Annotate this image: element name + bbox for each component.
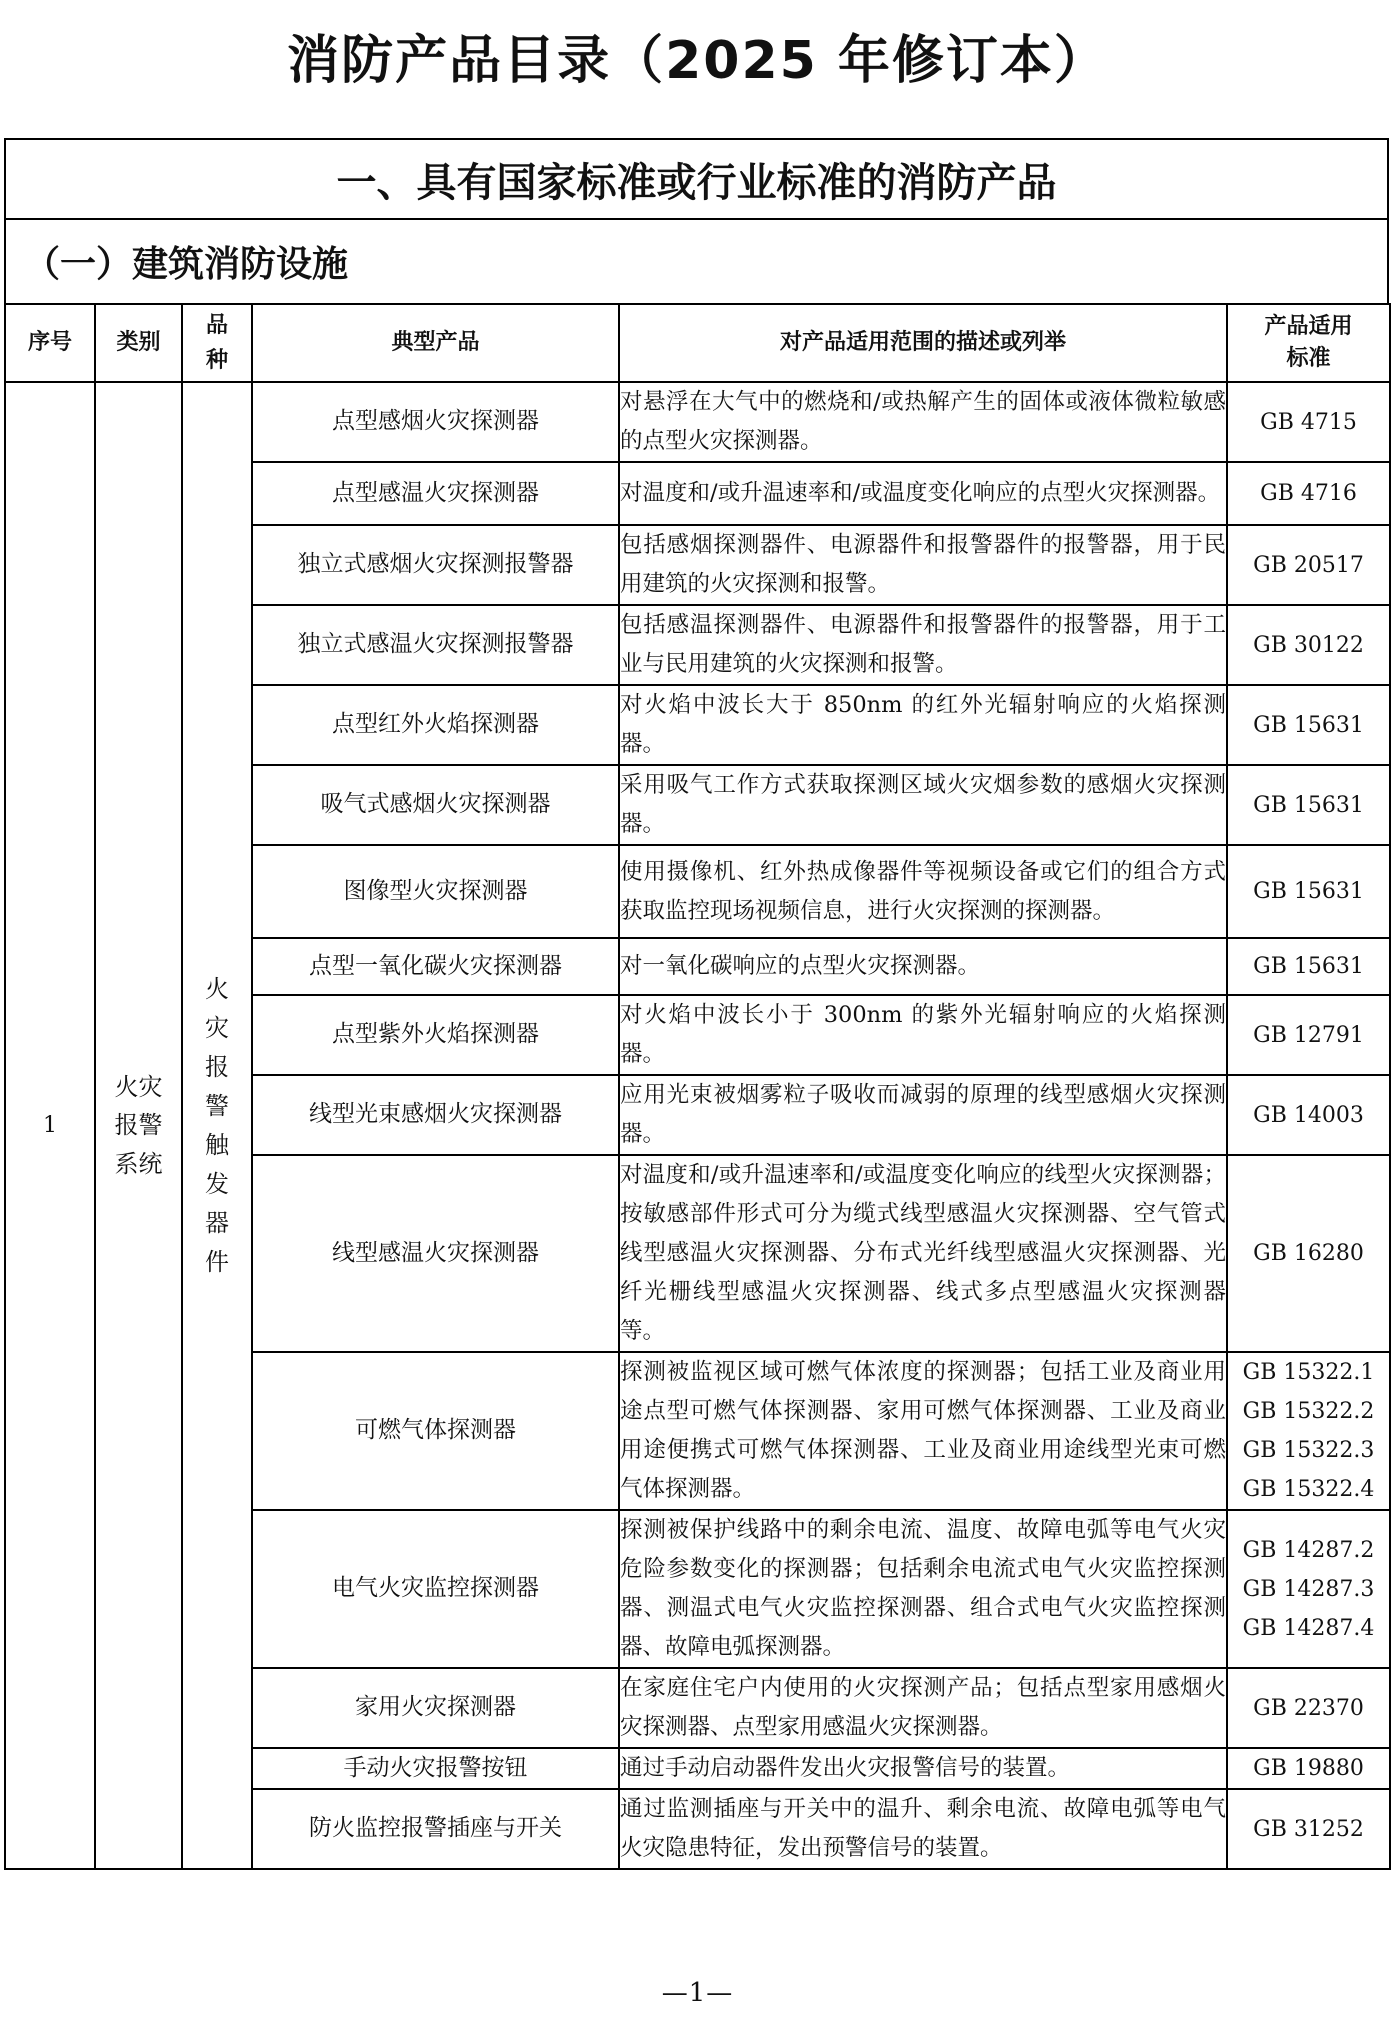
header-standard <box>1227 304 1390 382</box>
product-standard-cell <box>1227 1789 1390 1869</box>
standard-code: GB 15631 <box>1253 712 1364 738</box>
standard-code: GB 4716 <box>1260 481 1357 506</box>
standard-code: GB 12791 <box>1253 1022 1364 1048</box>
table-header-row <box>5 304 1390 382</box>
product-name-cell: 线型感温火灾探测器 <box>252 1155 619 1352</box>
product-name-cell: 点型感烟火灾探测器 <box>252 382 619 462</box>
product-name-cell: 点型红外火焰探测器 <box>252 685 619 765</box>
product-scope-cell: 使用摄像机、红外热成像器件等视频设备或它们的组合方式获取监控现场视频信息，进行火灾探测的探测器。 <box>619 845 1227 938</box>
product-name-cell: 吸气式感烟火灾探测器 <box>252 765 619 845</box>
product-name-cell: 独立式感温火灾探测报警器 <box>252 605 619 685</box>
table-body <box>5 382 1390 1869</box>
product-scope-cell: 包括感烟探测器件、电源器件和报警器件的报警器，用于民用建筑的火灾探测和报警。 <box>619 525 1227 605</box>
product-scope-cell: 对火焰中波长大于 850nm 的红外光辐射响应的火焰探测器。 <box>619 685 1227 765</box>
product-standard-cell <box>1227 525 1390 605</box>
standard-code: GB 14287.2 <box>1242 1537 1375 1563</box>
product-standard-cell <box>1227 1748 1390 1789</box>
product-name-cell: 手动火灾报警按钮 <box>252 1748 619 1789</box>
header-scope: 对产品适用范围的描述或列举 <box>619 304 1227 382</box>
standard-code: GB 16280 <box>1253 1241 1364 1266</box>
product-name-cell: 线型光束感烟火灾探测器 <box>252 1075 619 1155</box>
product-standard-cell <box>1227 1352 1390 1510</box>
product-name-cell: 防火监控报警插座与开关 <box>252 1789 619 1869</box>
product-standard-cell <box>1227 1668 1390 1748</box>
group-variety-text: 火灾报警触发器件 <box>205 974 229 1276</box>
product-standard-cell <box>1227 938 1390 995</box>
header-variety <box>182 304 252 382</box>
header-variety-text: 品种 <box>205 312 228 373</box>
product-scope-cell: 对温度和/或升温速率和/或温度变化响应的点型火灾探测器。 <box>619 462 1227 525</box>
standard-code: GB 20517 <box>1253 552 1364 578</box>
standard-code: GB 30122 <box>1253 632 1364 658</box>
product-standard-cell <box>1227 995 1390 1075</box>
standard-code: GB 14287.3 <box>1242 1576 1375 1602</box>
group-category-text: 火灾报警系统 <box>114 1072 163 1178</box>
header-standard-text: 产品适用标准 <box>1264 314 1353 371</box>
group-category-cell <box>95 382 182 1869</box>
standard-code: GB 15631 <box>1253 954 1364 979</box>
header-category: 类别 <box>95 304 182 382</box>
standard-code: GB 14003 <box>1253 1102 1364 1128</box>
product-catalog-table <box>4 303 1391 1870</box>
header-seq: 序号 <box>5 304 95 382</box>
standard-code: GB 14287.4 <box>1242 1615 1375 1641</box>
standard-code: GB 15322.4 <box>1242 1477 1375 1502</box>
product-scope-cell: 探测被保护线路中的剩余电流、温度、故障电弧等电气火灾危险参数变化的探测器；包括剩余电流式电气火灾监控探测器、测温式电气火灾监控探测器、组合式电气火灾监控探测器、故障电弧探测器。 <box>619 1510 1227 1668</box>
subsection-title: （一）建筑消防设施 <box>4 218 1389 303</box>
product-scope-cell: 应用光束被烟雾粒子吸收而减弱的原理的线型感烟火灾探测器。 <box>619 1075 1227 1155</box>
standard-code: GB 15322.3 <box>1242 1438 1375 1463</box>
product-scope-cell: 对悬浮在大气中的燃烧和/或热解产生的固体或液体微粒敏感的点型火灾探测器。 <box>619 382 1227 462</box>
standard-code: GB 15322.2 <box>1242 1399 1375 1424</box>
table-row <box>5 382 1390 462</box>
product-scope-cell: 在家庭住宅户内使用的火灾探测产品；包括点型家用感烟火灾探测器、点型家用感温火灾探测器。 <box>619 1668 1227 1748</box>
standard-code: GB 15631 <box>1253 879 1364 904</box>
product-name-cell: 图像型火灾探测器 <box>252 845 619 938</box>
product-scope-cell: 对一氧化碳响应的点型火灾探测器。 <box>619 938 1227 995</box>
product-standard-cell <box>1227 685 1390 765</box>
standard-code: GB 15631 <box>1253 792 1364 818</box>
product-standard-cell <box>1227 1155 1390 1352</box>
group-seq-cell: 1 <box>5 382 95 1869</box>
product-name-cell: 点型一氧化碳火灾探测器 <box>252 938 619 995</box>
standard-code: GB 31252 <box>1253 1816 1364 1842</box>
product-name-cell: 家用火灾探测器 <box>252 1668 619 1748</box>
standard-code: GB 15322.1 <box>1242 1360 1375 1385</box>
product-name-cell: 点型感温火灾探测器 <box>252 462 619 525</box>
product-standard-cell <box>1227 1075 1390 1155</box>
product-standard-cell <box>1227 765 1390 845</box>
product-scope-cell: 对火焰中波长小于 300nm 的紫外光辐射响应的火焰探测器。 <box>619 995 1227 1075</box>
group-variety-cell <box>182 382 252 1869</box>
standard-code: GB 22370 <box>1253 1695 1364 1721</box>
standard-code: GB 19880 <box>1253 1756 1364 1781</box>
section-title: 一、具有国家标准或行业标准的消防产品 <box>4 138 1389 218</box>
product-name-cell: 电气火灾监控探测器 <box>252 1510 619 1668</box>
catalog-frame <box>4 138 1389 1870</box>
product-scope-cell: 通过监测插座与开关中的温升、剩余电流、故障电弧等电气火灾隐患特征，发出预警信号的装置。 <box>619 1789 1227 1869</box>
standard-code: GB 4715 <box>1260 409 1357 435</box>
product-name-cell: 独立式感烟火灾探测报警器 <box>252 525 619 605</box>
product-name-cell: 可燃气体探测器 <box>252 1352 619 1510</box>
document-title: 消防产品目录（2025 年修订本） <box>287 31 1108 91</box>
product-scope-cell: 采用吸气工作方式获取探测区域火灾烟参数的感烟火灾探测器。 <box>619 765 1227 845</box>
product-standard-cell <box>1227 462 1390 525</box>
page-number: —1— <box>661 1978 734 2008</box>
header-product: 典型产品 <box>252 304 619 382</box>
product-standard-cell <box>1227 845 1390 938</box>
product-scope-cell: 对温度和/或升温速率和/或温度变化响应的线型火灾探测器；按敏感部件形式可分为缆式线型感温火灾探测器、空气管式线型感温火灾探测器、分布式光纤线型感温火灾探测器、光纤光栅线型感温火灾探测器、线式多点型感温火灾探测器等。 <box>619 1155 1227 1352</box>
product-scope-cell: 探测被监视区域可燃气体浓度的探测器；包括工业及商业用途点型可燃气体探测器、家用可燃气体探测器、工业及商业用途便携式可燃气体探测器、工业及商业用途线型光束可燃气体探测器。 <box>619 1352 1227 1510</box>
product-standard-cell <box>1227 605 1390 685</box>
product-name-cell: 点型紫外火焰探测器 <box>252 995 619 1075</box>
product-standard-cell <box>1227 382 1390 462</box>
product-scope-cell: 包括感温探测器件、电源器件和报警器件的报警器，用于工业与民用建筑的火灾探测和报警。 <box>619 605 1227 685</box>
product-standard-cell <box>1227 1510 1390 1668</box>
product-scope-cell: 通过手动启动器件发出火灾报警信号的装置。 <box>619 1748 1227 1789</box>
